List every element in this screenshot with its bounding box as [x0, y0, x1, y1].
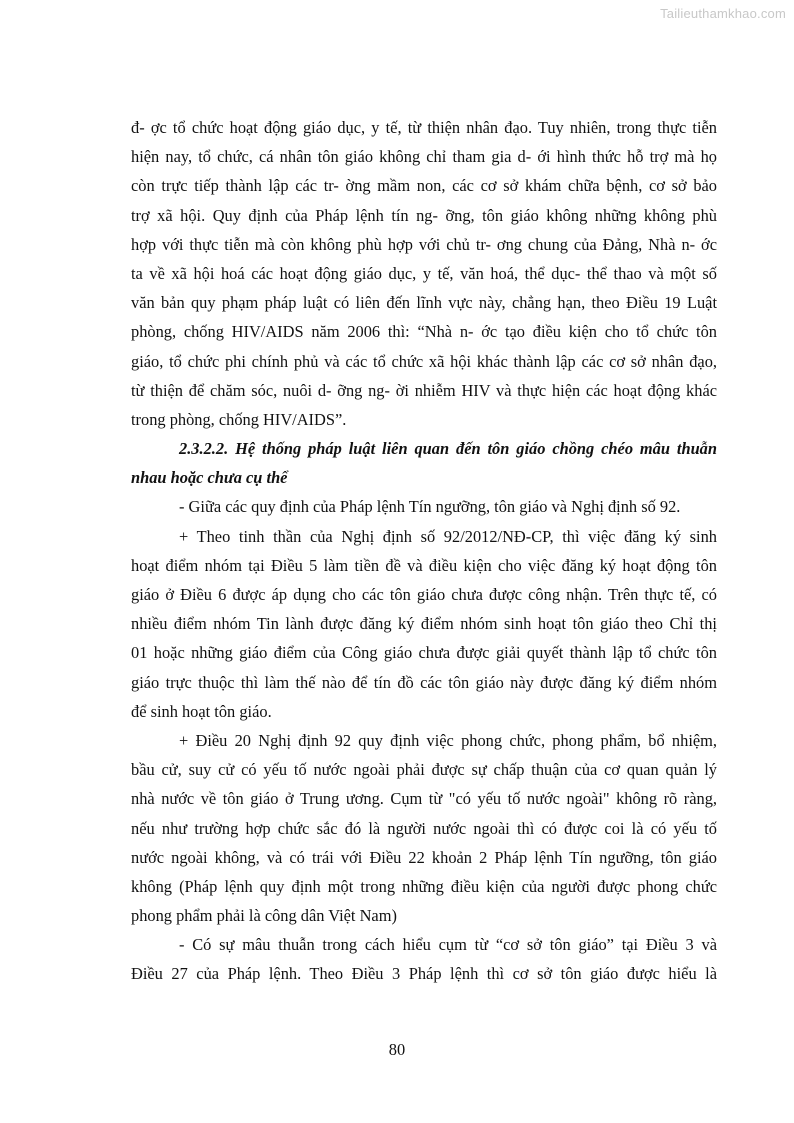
text-line: + Điều 20 Nghị định 92 quy định việc phong chức, phong phẩm, bổ nhiệm, [179, 730, 717, 750]
text-line: hợp với thực tiễn mà còn không phù hợp với chủ tr- ơng chung của Đảng, Nhà n- ớc [131, 234, 717, 254]
text-line: 01 hoặc những giáo điểm của Công giáo chưa được giải quyết thành lập tổ chức tôn [131, 643, 717, 663]
text-line: phong phẩm phải là công dân Việt Nam) [131, 906, 397, 926]
text-line: nhà nước về tôn giáo ở Trung ương. Cụm từ "có yếu tố nước ngoài" không rõ ràng, [131, 789, 717, 809]
text-line: - Giữa các quy định của Pháp lệnh Tín ngưỡng, tôn giáo và Nghị định số 92. [179, 497, 681, 517]
text-line: bầu cử, suy cử có yếu tố nước ngoài phải được sự chấp thuận của cơ quan quản lý [131, 760, 717, 780]
text-line: Điều 27 của Pháp lệnh. Theo Điều 3 Pháp lệnh thì cơ sở tôn giáo được hiểu là [131, 964, 717, 984]
text-line: để sinh hoạt tôn giáo. [131, 701, 272, 721]
text-line: đ- ợc tổ chức hoạt động giáo dục, y tế, từ thiện nhân đạo. Tuy nhiên, trong thực tiễn [131, 118, 717, 137]
page-number: 80 [388, 1040, 406, 1059]
text-line: nước ngoài không, và có trái với Điều 22 khoản 2 Pháp lệnh Tín ngưỡng, tôn giáo [131, 847, 717, 867]
text-line: nhiều điểm nhóm Tin lành được đăng ký điểm nhóm sinh hoạt tôn giáo theo Chỉ thị [131, 614, 717, 634]
section-heading: nhau hoặc chưa cụ thể [131, 468, 288, 488]
text-line: phòng, chống HIV/AIDS năm 2006 thì: “Nhà n- ớc tạo điều kiện cho tổ chức tôn [131, 322, 717, 342]
text-line: giáo ở Điều 6 được áp dụng cho các tôn giáo chưa được công nhận. Trên thực tế, có [131, 585, 717, 604]
document-body [131, 113, 717, 989]
text-line: trong phòng, chống HIV/AIDS”. [131, 409, 347, 429]
text-line: trợ xã hội. Quy định của Pháp lệnh tín ng- ỡng, tôn giáo không những không phù [131, 205, 717, 225]
text-line: ta về xã hội hoá các hoạt động giáo dục, y tế, văn hoá, thể dục- thể thao và một số [131, 263, 717, 283]
section-heading: 2.3.2.2. Hệ thống pháp luật liên quan đến tôn giáo chồng chéo mâu thuẫn [179, 439, 717, 459]
text-line: hiện nay, tổ chức, cá nhân tôn giáo không chỉ tham gia d- ới hình thức hỗ trợ mà họ [131, 147, 717, 167]
watermark: Tailieuthamkhao.com [660, 6, 786, 21]
text-line: không (Pháp lệnh quy định một trong những điều kiện của người được phong chức [131, 876, 717, 896]
text-line: giáo, tổ chức phi chính phủ và các tổ chức xã hội khác thành lập các cơ sở nhân đạo, [131, 351, 717, 371]
text-line: - Có sự mâu thuẫn trong cách hiểu cụm từ “cơ sở tôn giáo” tại Điều 3 và [179, 935, 717, 955]
text-line: từ thiện để chăm sóc, nuôi d- ỡng ng- ời nhiễm HIV và thực hiện các hoạt động khác [131, 380, 717, 400]
text-line: + Theo tinh thần của Nghị định số 92/2012/NĐ-CP, thì việc đăng ký sinh [179, 526, 717, 546]
text-line: hoạt điểm nhóm tại Điều 5 làm tiền đề và điều kiện cho việc đăng ký hoạt động tôn [131, 555, 717, 575]
text-line: văn bản quy phạm pháp luật có liên đến lĩnh vực này, chẳng hạn, theo Điều 19 Luật [131, 293, 717, 313]
text-line: còn trực tiếp thành lập các tr- ờng mầm non, các cơ sở khám chữa bệnh, cơ sở bảo [131, 176, 717, 196]
text-line: nếu như trường hợp chức sắc đó là người nước ngoài thì có được coi là có yếu tố [131, 818, 717, 838]
text-line: giáo trực thuộc thì làm thế nào để tín đồ các tôn giáo này được đăng ký điểm nhóm [131, 672, 717, 692]
